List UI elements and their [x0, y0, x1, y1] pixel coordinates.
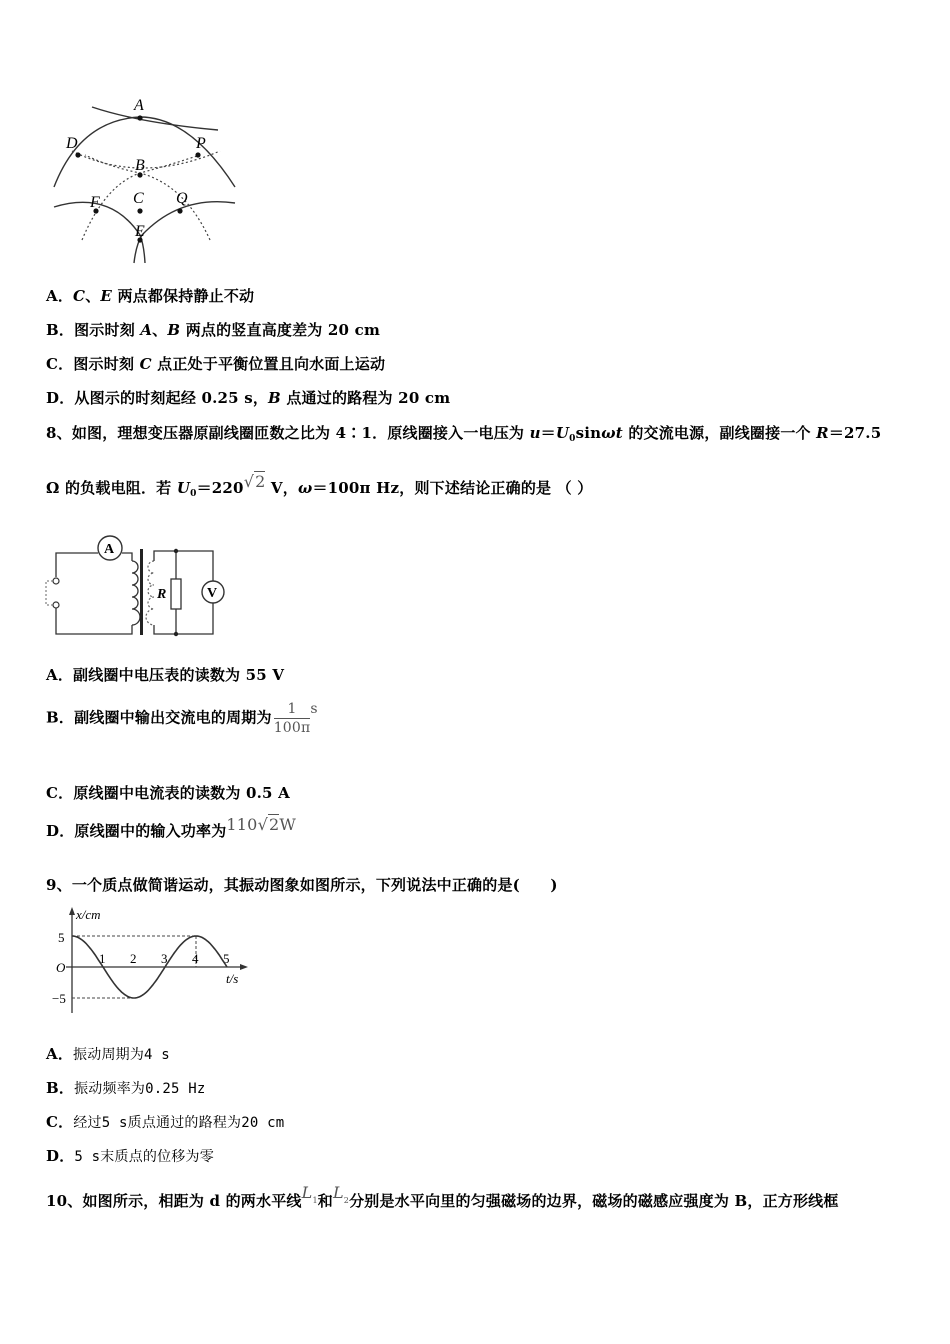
voltmeter-label: V [207, 586, 218, 601]
q8-stem-line2: Ω 的负载电阻．若 $U_0=220√2$ V，ω＝100π Hz，则下述结论正确的是 （ ） [46, 472, 593, 499]
label-c: C [133, 190, 144, 207]
label-a: A [134, 97, 144, 114]
transformer-circuit [42, 535, 237, 640]
q7-option-d: D．从图示的时刻起经 0.25 s，B 点通过的路程为 20 cm [46, 389, 451, 407]
label-f: F [90, 194, 100, 211]
label-d: D [66, 135, 78, 152]
x-tick-2: 2 [130, 951, 137, 966]
label-p: P [196, 135, 206, 152]
resistor-label: R [157, 587, 167, 602]
q9-option-c: C．经过5 s质点通过的路程为20 cm [46, 1113, 285, 1131]
q9-option-b: B．振动频率为0.25 Hz [46, 1079, 206, 1097]
q9-option-a: A．振动周期为4 s [46, 1045, 170, 1063]
y-tick-5: 5 [58, 930, 65, 945]
origin-label: O [56, 960, 66, 975]
x-tick-3: 3 [161, 951, 168, 966]
x-tick-1: 1 [99, 951, 106, 966]
q8-stem-line1: 8、如图，理想变压器原副线圈匝数之比为 4∶1．原线圈接入一电压为 $u=U_0\sin\omega t$ 的交流电源，副线圈接一个 R＝27.5 [46, 424, 882, 444]
q9-option-d: D．5 s末质点的位移为零 [46, 1147, 214, 1165]
x-axis-label: t/s [226, 971, 239, 986]
ammeter-label: A [104, 542, 115, 557]
q8-option-c: C．原线圈中电流表的读数为 0.5 A [46, 784, 290, 802]
x-tick-4: 4 [192, 951, 199, 966]
solid-arc-lower-left [54, 202, 145, 263]
oscillation-graph [46, 905, 256, 1017]
q10-stem: 10、如图所示，相距为 d 的两水平线$L^1$和$L^2$分别是水平向里的匀强磁场的边界，磁场的磁感应强度为 B，正方形线框 [46, 1183, 839, 1210]
q9-stem: 9、一个质点做简谐运动，其振动图象如图所示，下列说法中正确的是( ) [46, 876, 558, 894]
x-tick-5: 5 [223, 951, 230, 966]
q7-option-c: C．图示时刻 C 点正处于平衡位置且向水面上运动 [46, 355, 386, 373]
q7-option-b: B．图示时刻 A、B 两点的竖直高度差为 20 cm [46, 321, 381, 339]
q8-option-b: B．副线圈中输出交流电的周期为 $\frac{1}{100\pi}$ s [46, 700, 318, 736]
label-e: E [135, 223, 145, 240]
solid-arc-outer [54, 117, 235, 187]
y-axis-label: x/cm [76, 907, 101, 922]
q7-option-a: A．C、E 两点都保持静止不动 [46, 287, 255, 305]
label-q: Q [176, 190, 188, 207]
wave-interference-figure [50, 95, 240, 265]
q8-option-a: A．副线圈中电压表的读数为 55 V [46, 666, 285, 684]
solid-arc-lower-right [134, 202, 235, 263]
label-b: B [135, 157, 145, 174]
q8-option-d: D．原线圈中的输入功率为110√2W [46, 815, 297, 840]
y-tick-minus5: −5 [52, 991, 66, 1006]
